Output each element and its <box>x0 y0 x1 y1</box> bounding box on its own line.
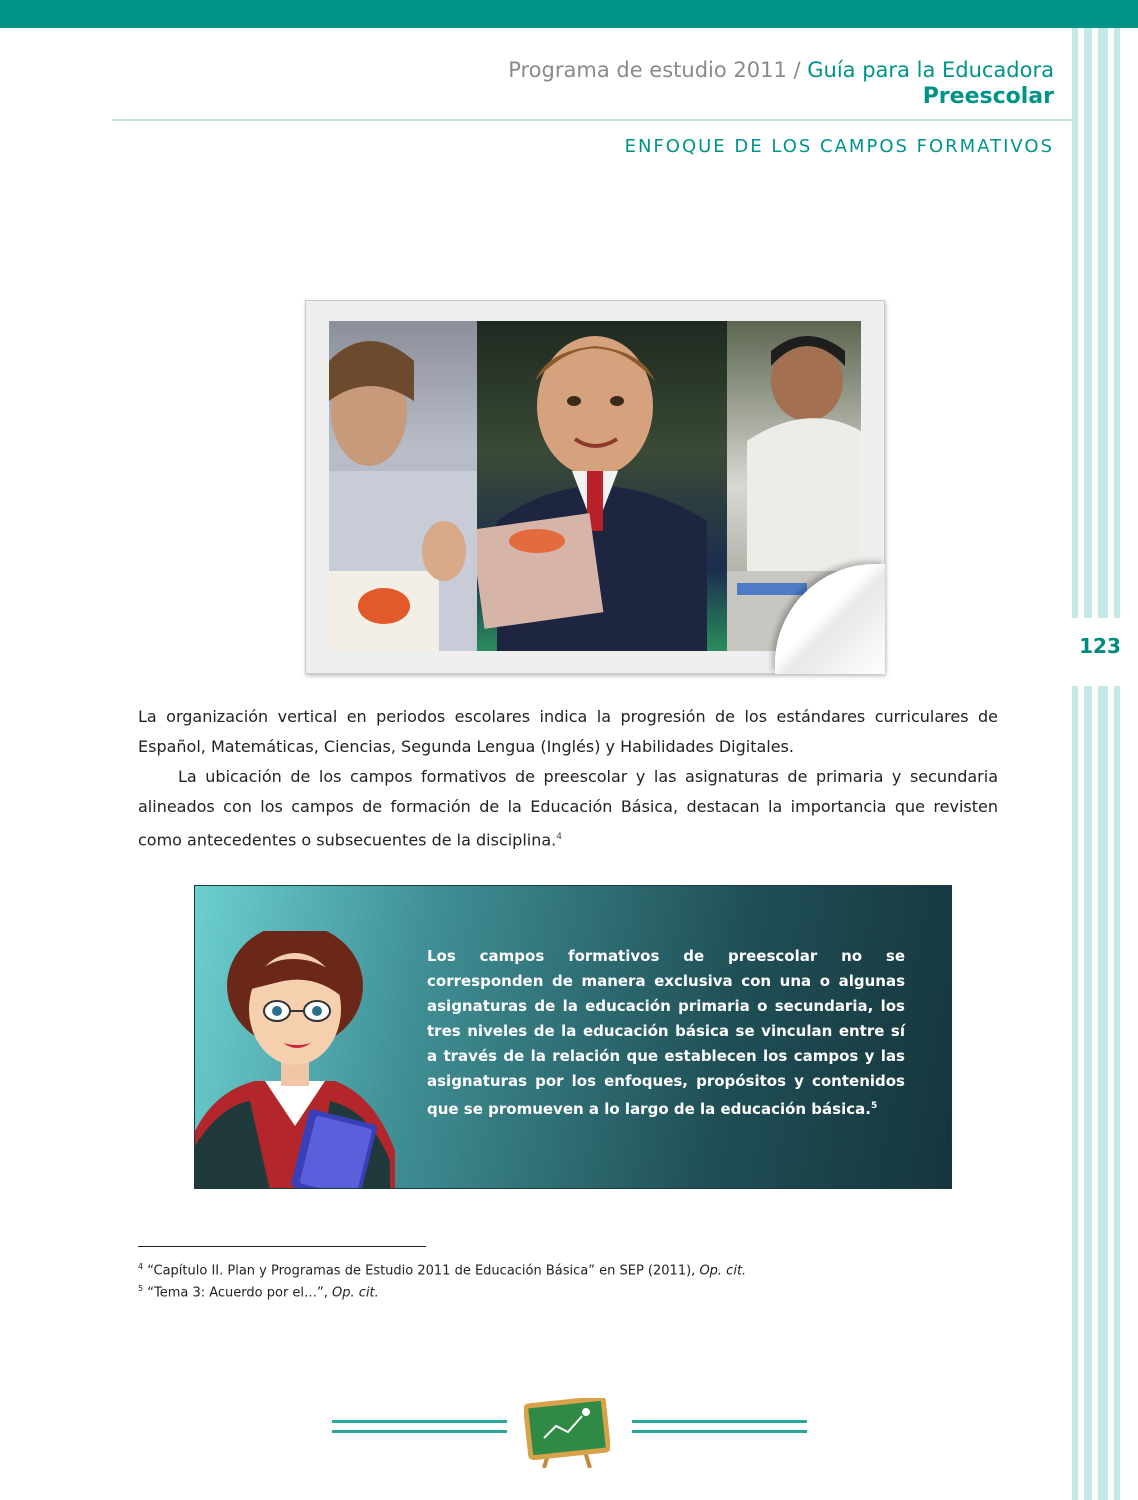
header-line1 <box>508 57 1054 83</box>
footnote-ref-5: 5 <box>870 1101 878 1111</box>
running-header <box>508 57 1054 111</box>
callout-paragraph: Los campos formativos de preescolar no se corresponden de manera exclusiva con una o algunas asignaturas de la educación primaria o secundaria, los tres niveles de la educación básica se vinculan entre sí a través de la relación que establecen los campos y las asignaturas por los enfoques, propósitos y contenidos que se promueven a lo largo de la educación básica. <box>427 947 905 1118</box>
footnote-4-ref: Op. cit. <box>699 1263 747 1279</box>
chalkboard-icon <box>524 1398 610 1468</box>
callout-text <box>427 944 905 1122</box>
side-stripes-lower <box>1072 686 1122 1500</box>
footnotes <box>138 1258 746 1303</box>
footnote-ref-4: 4 <box>556 832 562 842</box>
teacher-callout-box <box>194 885 952 1189</box>
footnote-4 <box>138 1258 746 1280</box>
footnote-4-text: “Capítulo II. Plan y Programas de Estudio 2011 de Educación Básica” en SEP (2011), <box>147 1263 700 1279</box>
photo-smiling-boy <box>477 321 727 651</box>
header-program: Programa de estudio 2011 <box>508 58 787 82</box>
footnote-5-ref: Op. cit. <box>332 1285 379 1301</box>
header-guide: Guía para la Educadora <box>807 58 1054 82</box>
footer-lines-left <box>332 1418 507 1438</box>
photo-girl-drawing <box>329 321 477 651</box>
top-color-bar <box>0 0 1138 28</box>
paragraph-2-text: La ubicación de los campos formativos de preescolar y las asignaturas de primaria y secundaria alineados con los campos de formación de la Educación Básica, destacan la importancia que revisten como antecedentes o subsecuentes de la disciplina. <box>138 767 998 850</box>
children-photo-collage <box>305 300 885 674</box>
footnote-rule <box>138 1246 426 1247</box>
body-text <box>138 702 998 855</box>
header-separator: / <box>786 58 808 82</box>
paragraph-1: La organización vertical en periodos escolares indica la progresión de los estándares curriculares de Español, Matemáticas, Ciencias, Segunda Lengua (Inglés) y Habilidades Digitales. <box>138 707 998 756</box>
footnote-5-text: “Tema 3: Acuerdo por el…”, <box>147 1285 333 1301</box>
page-number: 123 <box>1079 634 1121 658</box>
footnote-4-mark: 4 <box>138 1262 144 1271</box>
section-title: ENFOQUE DE LOS CAMPOS FORMATIVOS <box>624 136 1054 157</box>
header-rule <box>112 119 1074 121</box>
side-stripes-upper <box>1072 28 1122 618</box>
footnote-5-mark: 5 <box>138 1284 144 1294</box>
paragraph-2 <box>138 762 998 855</box>
teacher-illustration <box>195 931 395 1189</box>
header-level: Preescolar <box>922 84 1054 109</box>
footnote-5 <box>138 1280 746 1302</box>
footer-lines-right <box>632 1418 807 1438</box>
